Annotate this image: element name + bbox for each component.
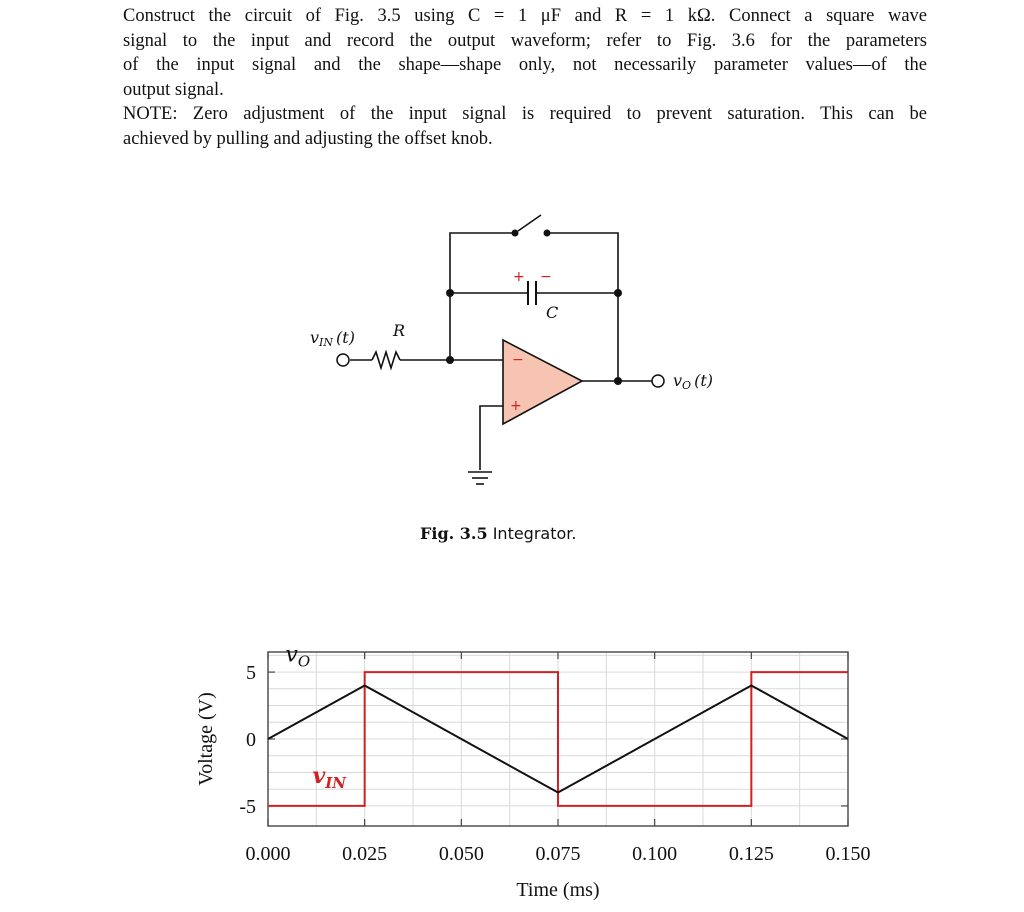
junction-dot xyxy=(446,356,454,364)
output-terminal xyxy=(652,375,664,387)
cap-minus-sign: − xyxy=(540,269,552,285)
junction-dot xyxy=(446,289,454,297)
cap-plus-sign: + xyxy=(513,269,525,285)
x-axis-label: Time (ms) xyxy=(516,879,600,901)
y-axis-label: Voltage (V) xyxy=(195,692,217,786)
switch-wire-right xyxy=(547,233,618,293)
note-line-2: achieved by pulling and adjusting the offset knob. xyxy=(123,128,493,149)
integrator-circuit xyxy=(0,200,1024,510)
switch-contact-left xyxy=(512,230,519,237)
note-line-1: NOTE: Zero adjustment of the input signal is required to prevent saturation. This can be xyxy=(123,104,927,124)
ground-wire xyxy=(480,406,503,470)
opamp-minus-sign: − xyxy=(512,352,524,368)
vout-label: vO (t) xyxy=(673,371,713,392)
switch-wire-left xyxy=(450,233,515,293)
vo-series-label: $v_O$ xyxy=(285,642,311,671)
caption-number: Fig. 3.5 xyxy=(420,524,488,543)
vin-series-label: $v_{IN}$ xyxy=(312,763,346,793)
x-tick-label: 0.125 xyxy=(728,843,774,865)
vin-label: vIN (t) xyxy=(310,328,355,349)
switch-blade xyxy=(518,215,541,231)
junction-dot xyxy=(614,289,622,297)
x-tick-label: 0.100 xyxy=(632,843,678,865)
capacitor-label: C xyxy=(546,303,559,322)
problem-line-3: of the input signal and the shape—shape only, not necessarily parameter values—of the xyxy=(123,55,927,75)
switch-contact-right xyxy=(544,230,551,237)
y-tick-label: 0 xyxy=(246,729,256,751)
y-tick-label: 5 xyxy=(246,662,256,685)
tick-labels xyxy=(239,662,870,865)
resistor-zigzag xyxy=(372,352,400,368)
x-tick-label: 0.150 xyxy=(825,843,871,865)
x-tick-label: 0.025 xyxy=(342,843,388,865)
problem-text xyxy=(123,4,927,151)
input-terminal xyxy=(337,354,349,366)
resistor-label: R xyxy=(393,321,406,340)
waveform-chart xyxy=(0,640,1024,912)
y-tick-label: -5 xyxy=(239,795,256,818)
figure-caption xyxy=(420,524,576,543)
caption-text: Integrator. xyxy=(492,524,577,543)
problem-line-1: Construct the circuit of Fig. 3.5 using C = 1 μF and R = 1 kΩ. Connect a square wave xyxy=(123,6,927,26)
problem-line-2: signal to the input and record the output waveform; refer to Fig. 3.6 for the parameters xyxy=(123,30,927,51)
problem-line-4: output signal. xyxy=(123,79,224,100)
opamp-plus-sign: + xyxy=(510,398,522,414)
x-tick-label: 0.075 xyxy=(535,843,581,865)
x-tick-label: 0.050 xyxy=(438,843,484,865)
x-tick-label: 0.000 xyxy=(245,843,291,865)
junction-dot xyxy=(614,377,622,385)
